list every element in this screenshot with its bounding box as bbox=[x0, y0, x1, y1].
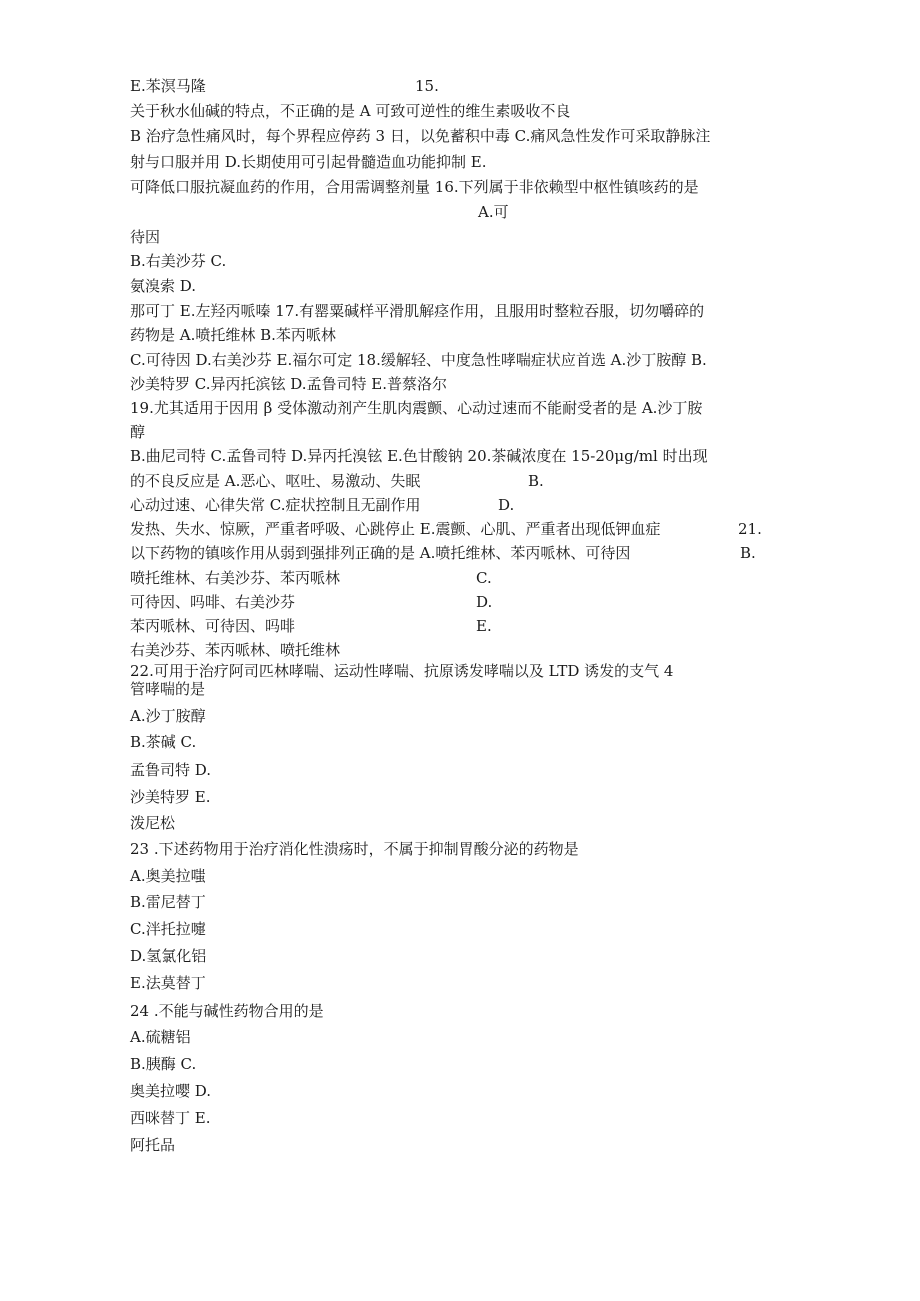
text-line: 待因 bbox=[130, 228, 161, 246]
text-line bbox=[130, 77, 439, 95]
text-line: 22.可用于治疗阿司匹林哮喘、运动性哮喘、抗原诱发哮喘以及 LTD 诱发的支气 4 bbox=[130, 662, 674, 680]
text-line: A.奥美拉嗤 bbox=[130, 867, 206, 885]
text-segment: E. bbox=[476, 617, 492, 635]
text-line: 管哮喘的是 bbox=[130, 680, 206, 698]
text-segment: 苯丙哌林、可待因、吗啡 bbox=[130, 617, 296, 635]
text-segment: 喷托维林、右美沙芬、苯丙哌林 bbox=[130, 569, 341, 587]
text-line: B.右美沙芬 C. bbox=[130, 252, 227, 270]
text-line: 23 .下述药物用于治疗消化性溃疡时，不属于抑制胃酸分泌的药物是 bbox=[130, 840, 579, 858]
text-line: 可降低口服抗凝血药的作用，合用需调整剂量 16.下列属于非依赖型中枢性镇咳药的是 bbox=[130, 178, 699, 196]
text-line bbox=[130, 496, 515, 514]
text-segment: 可待因、吗啡、右美沙芬 bbox=[130, 593, 296, 611]
text-line: C.可待因 D.右美沙芬 E.福尔可定 18.缓解轻、中度急性哮喘症状应首选 A.沙丁胺醇 B. bbox=[130, 351, 707, 369]
text-line bbox=[130, 569, 492, 587]
text-line bbox=[130, 593, 493, 611]
text-line: B.曲尼司特 C.孟鲁司特 D.异丙托溴铉 E.色甘酸钠 20.茶碱浓度在 15-20μg/ml 时出现 bbox=[130, 447, 708, 465]
text-segment: B. bbox=[528, 472, 544, 490]
text-line: 那可丁 E.左羟丙哌嗪 17.有罂粟碱样平滑肌解痉作用，且服用时整粒吞服，切勿嚼碎的 bbox=[130, 302, 705, 320]
text-segment: D. bbox=[498, 496, 515, 514]
text-segment: B. bbox=[740, 544, 756, 562]
text-line: 孟鲁司特 D. bbox=[130, 761, 212, 779]
text-line: 关于秋水仙碱的特点，不正确的是 A 可致可逆性的维生素吸收不良 bbox=[130, 102, 571, 120]
text-segment: 发热、失水、惊厥，严重者呼吸、心跳停止 E.震颤、心肌、严重者出现低钾血症 bbox=[130, 520, 661, 538]
text-segment: D. bbox=[476, 593, 493, 611]
text-line: 奥美拉嘤 D. bbox=[130, 1082, 212, 1100]
text-line: 醇 bbox=[130, 423, 146, 441]
text-line: 药物是 A.喷托维林 B.苯丙哌林 bbox=[130, 326, 336, 344]
text-segment: 以下药物的镇咳作用从弱到强排列正确的是 A.喷托维林、苯丙哌林、可待因 bbox=[130, 544, 631, 562]
text-line: 泼尼松 bbox=[130, 814, 176, 832]
text-line: C.泮托拉嚏 bbox=[130, 920, 206, 938]
text-segment: E.苯溟马隆 bbox=[130, 77, 206, 95]
text-line: 阿托品 bbox=[130, 1136, 176, 1154]
text-line: 右美沙芬、苯丙哌林、喷托维林 bbox=[130, 641, 341, 659]
text-line: B 治疗急性痛风时，每个界程应停药 3 日，以免蓄积中毒 C.痛风急性发作可采取静脉注 bbox=[130, 127, 711, 145]
text-line: 西咪替丁 E. bbox=[130, 1109, 211, 1127]
text-line: 氨溴索 D. bbox=[130, 277, 197, 295]
text-segment: 的不良反应是 A.恶心、呕吐、易激动、失眠 bbox=[130, 472, 421, 490]
text-line: D.氢氯化铝 bbox=[130, 947, 207, 965]
text-line: 19.尤其适用于因用 β 受体激动剂产生肌肉震颤、心动过速而不能耐受者的是 A.沙丁胺 bbox=[130, 399, 703, 417]
text-line: 沙美特罗 C.异丙托滨铉 D.孟鲁司特 E.普蔡洛尔 bbox=[130, 375, 447, 393]
text-line: B.茶碱 C. bbox=[130, 733, 197, 751]
text-line: A.沙丁胺醇 bbox=[130, 707, 206, 725]
text-line bbox=[130, 544, 756, 562]
text-line bbox=[130, 520, 762, 538]
text-line: 24 .不能与碱性药物合用的是 bbox=[130, 1002, 324, 1020]
text-line: E.法莫替丁 bbox=[130, 974, 206, 992]
text-segment: C. bbox=[476, 569, 492, 587]
text-line: 射与口服并用 D.长期使用可引起骨髓造血功能抑制 E. bbox=[130, 153, 487, 171]
text-line: A.可 bbox=[478, 203, 509, 221]
text-line: B.雷尼替丁 bbox=[130, 893, 206, 911]
text-line: B.胰酶 C. bbox=[130, 1055, 197, 1073]
text-segment: 心动过速、心律失常 C.症状控制且无副作用 bbox=[130, 496, 421, 514]
text-line bbox=[130, 617, 492, 635]
text-line: A.硫糖铝 bbox=[130, 1028, 191, 1046]
text-segment: 15. bbox=[415, 77, 439, 95]
text-line bbox=[130, 472, 544, 490]
text-segment: 21. bbox=[738, 520, 762, 538]
text-line: 沙美特罗 E. bbox=[130, 788, 211, 806]
